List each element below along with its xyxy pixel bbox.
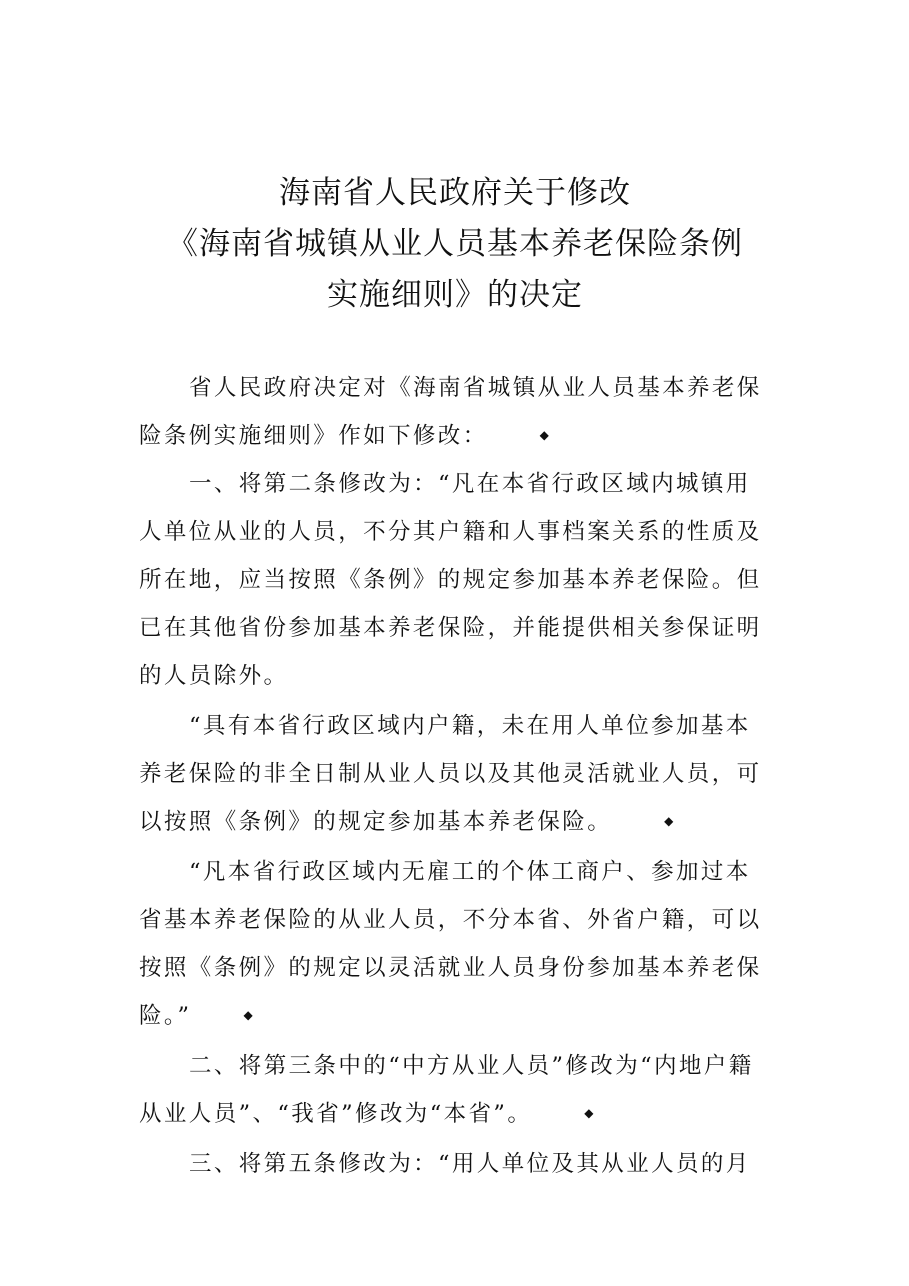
paragraph-mark: ◆ bbox=[584, 1106, 596, 1120]
paragraph-text: 二、将第三条中的“中方从业人员”修改为“内地户籍从业人员”、“我省”修改为“本省”。 bbox=[139, 1053, 754, 1127]
paragraph-text: 三、将第五条修改为：“用人单位及其从业人员的月 bbox=[189, 1151, 751, 1177]
title-line-2: 《海南省城镇从业人员基本养老保险条例 bbox=[167, 226, 743, 262]
paragraph bbox=[139, 1140, 771, 1188]
paragraph bbox=[139, 1042, 771, 1138]
title-line-1: 海南省人民政府关于修改 bbox=[279, 175, 631, 211]
title-line-3: 实施细则》的决定 bbox=[327, 277, 583, 313]
paragraph-mark: ◆ bbox=[664, 814, 676, 828]
document-title bbox=[130, 168, 780, 321]
paragraph bbox=[139, 848, 771, 1040]
paragraph bbox=[139, 364, 771, 460]
paragraph-mark: ◆ bbox=[539, 428, 552, 442]
paragraph bbox=[139, 702, 771, 846]
paragraph-mark: ◆ bbox=[243, 1008, 256, 1022]
paragraph bbox=[139, 460, 771, 700]
paragraph-text: “具有本省行政区域内户籍，未在用人单位参加基本养老保险的非全日制从业人员以及其他灵活就业人员，可以按照《条例》的规定参加基本养老保险。 bbox=[139, 713, 762, 835]
paragraph-text: “凡本省行政区域内无雇工的个体工商户、参加过本省基本养老保险的从业人员，不分本省、外省户籍，可以按照《条例》的规定以灵活就业人员身份参加基本养老保险。” bbox=[139, 859, 762, 1029]
paragraph-text: 一、将第二条修改为：“凡在本省行政区域内城镇用人单位从业的人员，不分其户籍和人事档案关系的性质及所在地，应当按照《条例》的规定参加基本养老保险。但已在其他省份参加基本养老保险，并能提供相关参保证明的人员除外。 bbox=[139, 471, 762, 689]
paragraph-text: 省人民政府决定对《海南省城镇从业人员基本养老保险条例实施细则》作如下修改： bbox=[139, 375, 762, 449]
document-body bbox=[139, 364, 771, 1188]
